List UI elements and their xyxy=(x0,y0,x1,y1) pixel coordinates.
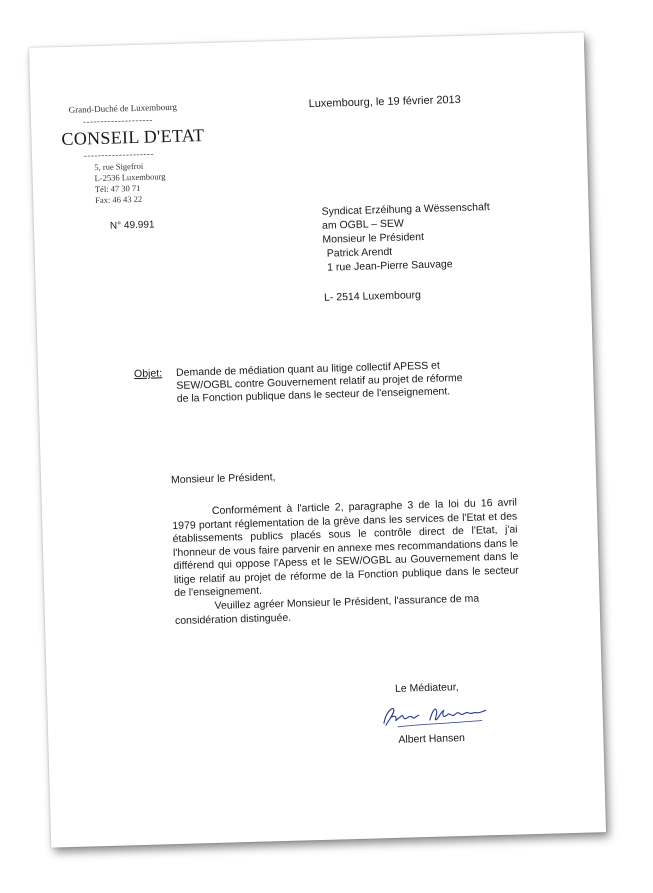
letterhead-separator-top: -------------------- xyxy=(82,114,154,127)
recipient-city: L- 2514 Luxembourg xyxy=(323,289,422,304)
letterhead-separator-bottom: -------------------- xyxy=(83,148,155,161)
handwritten-signature xyxy=(377,700,490,729)
recipient-line-title: Monsieur le Président xyxy=(322,230,425,246)
recipient-line-affiliation: am OGBL – SEW xyxy=(321,217,405,232)
letterhead-country: Grand-Duché de Luxembourg xyxy=(68,101,178,115)
letter-page xyxy=(29,32,606,847)
address-line-fax: Fax: 46 43 22 xyxy=(95,193,143,206)
address-line-street: 5, rue Sigefroi xyxy=(94,160,144,173)
date-line: Luxembourg, le 19 février 2013 xyxy=(308,93,461,111)
letterhead-address xyxy=(94,160,166,206)
letterhead-institution: CONSEIL D'ETAT xyxy=(61,125,205,150)
signatory-name: Albert Hansen xyxy=(398,732,466,746)
body-paragraph-1: Conformément à l'article 2, paragraphe 3 de la loi du 16 avril 1979 portant réglementation de la grève dans les services de l'Etat et des établissements publics placés sous le contrôle direct de l'Etat, j'ai l'honneur de vous faire parvenir en annexe mes recommandations dans le différend qui oppose l'Apess et le SEW/OGBL au Gouvernement dans le litige relatif au projet de réforme de la Fonction publique dans le secteur de l'enseignement. xyxy=(172,496,519,600)
subject-label: Objet: xyxy=(133,367,163,381)
subject-label-text: Objet xyxy=(133,367,160,381)
recipient-line-name: Patrick Arendt xyxy=(326,245,393,260)
salutation: Monsieur le Président, xyxy=(170,471,276,487)
address-line-phone: Tél: 47 30 71 xyxy=(94,182,141,195)
address-line-postal: L-2536 Luxembourg xyxy=(94,171,166,184)
subject-text: Demande de médiation quant au litige collectif APESS et SEW/OGBL contre Gouvernement relatif au projet de réforme de la Fonction publique dans le secteur de l'enseignement. xyxy=(175,359,463,405)
recipient-line-organization: Syndicat Erzéihung a Wëssenschaft xyxy=(321,201,490,218)
recipient-line-street: 1 rue Jean-Pierre Sauvage xyxy=(327,258,453,274)
reference-number: N° 49.991 xyxy=(109,219,155,232)
recipient-block xyxy=(321,200,491,275)
closing-role: Le Médiateur, xyxy=(394,681,459,695)
body-paragraph-2: Veuillez agréer Monsieur le Président, l'assurance de ma considération distinguée. xyxy=(174,592,480,627)
